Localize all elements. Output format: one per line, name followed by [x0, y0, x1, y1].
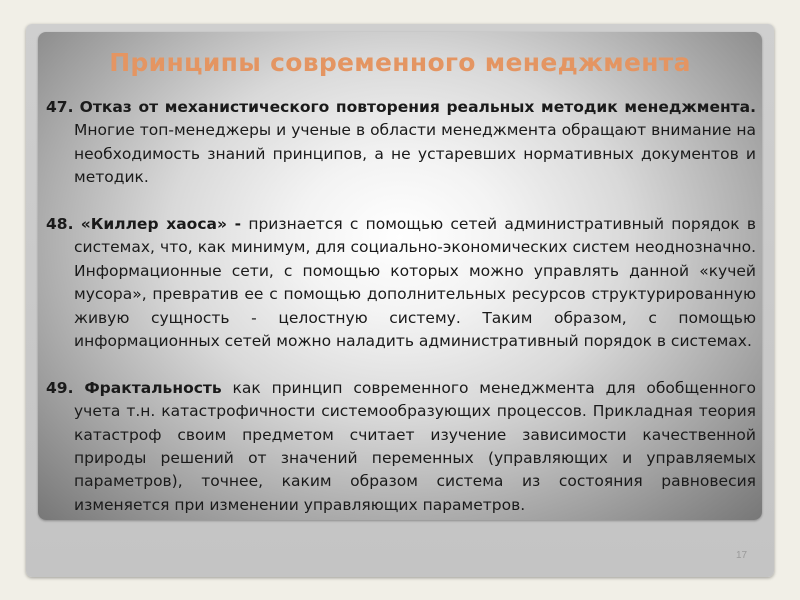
item-text: как принцип современного менеджмента для обобщенного учета т.н. катастрофичности системообразующих процессов. Прикладная теория катастроф своим предметом считает изучение зависимости качественной природы решений от значений переменных (управляющих и управляемых параметров), точнее, каким образом система из состояния равновесия изменяется при изменении управляющих параметров.	[74, 378, 756, 514]
slide-title: Принципы современного менеджмента	[109, 48, 691, 77]
item-heading: Отказ от механистического повторения реальных методик менеджмента.	[79, 98, 756, 116]
item-heading: «Киллер хаоса»	[80, 215, 227, 234]
item-text: Многие топ-менеджеры и ученые в области менеджмента обращают внимание на необходимость знаний принципов, а не устаревших нормативных документов и методик.	[74, 121, 756, 187]
page-number: 17	[736, 550, 748, 561]
list-item-49	[46, 377, 756, 517]
item-number: 47.	[46, 98, 74, 116]
list-item-48	[46, 213, 756, 353]
list-item-47	[46, 96, 756, 190]
item-heading: Фрактальность	[84, 378, 222, 397]
slide-content	[46, 96, 756, 517]
item-separator: -	[227, 215, 242, 234]
item-number: 48.	[46, 215, 74, 234]
item-number: 49.	[46, 378, 74, 397]
item-text: признается с помощью сетей административный порядок в системах, что, как минимум, для социально-экономических систем неоднозначно. Информационные сети, с помощью которых можно управлять данной «кучей мусора», превратив ее с помощью дополнительных ресурсов структурированную живую сущность - целостную систему. Таким образом, с помощью информационных сетей можно наладить административный порядок в системах.	[74, 215, 756, 351]
